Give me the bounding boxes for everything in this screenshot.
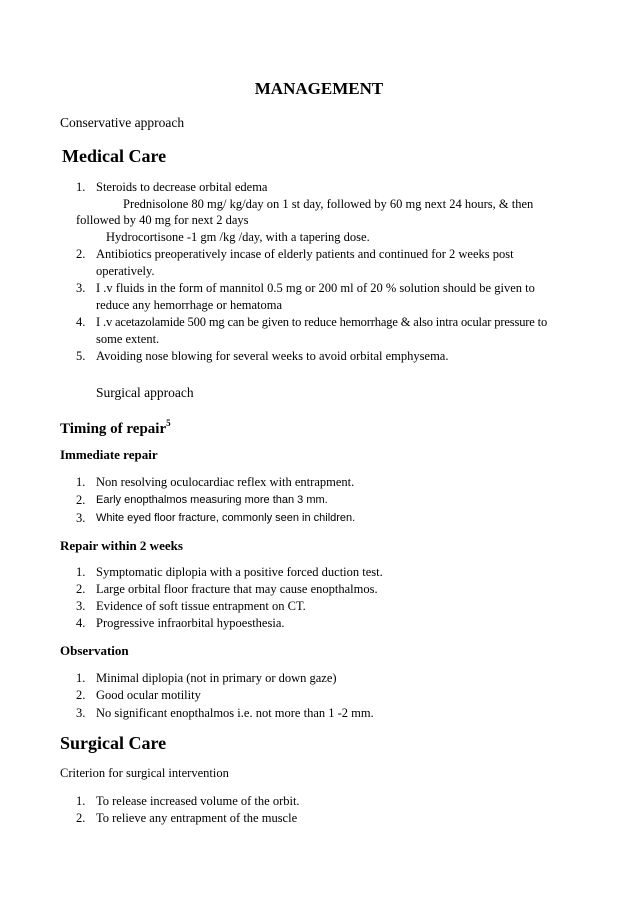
surgical-care-heading: Surgical Care bbox=[60, 733, 167, 753]
observation-heading: Observation bbox=[60, 643, 129, 658]
medical-care-heading: Medical Care bbox=[62, 146, 167, 166]
page-title: MANAGEMENT bbox=[254, 79, 384, 98]
document-page: MANAGEMENT Conservative approach Medical Care 1. Steroids to decrease orbital edema Prednisolone 80 mg/ kg/day on 1 st day, followed by 60 mg next 24 hours, & then followed by 40 mg for next 2 days Hydrocortisone -1 gm /kg /day, with a tapering dose. 2. Antibiotics preoperatively incase of elderly patients and continued for 2 weeks post operatively. 3. I .v fluids in the form of mannitol 0.5 mg or 200 ml of 20 % solution should be given to reduce any hemorrhage or hematoma 4. I .v acetazolamide 500 mg can be given to reduce hemorrhage & also intra ocular pressure to some extent. 5. Avoiding nose blowing for several weeks to avoid orbital emphysema. Surgical approach Timing of repair$^5$ Immediate repair 1. Non resolving oculocardiac reflex with entrapment. 2. Early enopthalmos measuring more than 3 mm. 3. White eyed floor fracture, commonly seen in children. Repair within 2 weeks 1. Symptomatic diplopia with a positive forced duction test. 2. Large orbital floor fracture that may cause enopthalmos. 3. Evidence of soft tissue entrapment on CT. 4. Progressive infraorbital hypoesthesia. Observation 1. Minimal diplopia (not in primary or down gaze) 2. Good ocular motility 3. No significant enopthalmos i.e. not more than 1 -2 mm. Surgical Care Criterion for surgical intervention 1. To release increased volume of the orbit. 2. To relieve any entrapment of the muscle bbox=[0, 0, 638, 903]
list-item-continuation: reduce any hemorrhage or hematoma bbox=[96, 298, 283, 312]
criterion-label: Criterion for surgical intervention bbox=[60, 766, 229, 780]
dosage-line: followed by 40 mg for next 2 days bbox=[76, 213, 249, 227]
dosage-line: Hydrocortisone -1 gm /kg /day, with a tapering dose. bbox=[106, 230, 370, 244]
immediate-repair-heading: Immediate repair bbox=[60, 447, 158, 462]
footnote-ref: 5 bbox=[166, 418, 171, 428]
list-item-continuation: some extent. bbox=[96, 332, 160, 346]
timing-of-repair-heading: Timing of repair$^5$ bbox=[60, 418, 171, 437]
list-item-continuation: operatively. bbox=[96, 264, 155, 278]
conservative-approach-label: Conservative approach bbox=[60, 115, 185, 130]
dosage-line: Prednisolone 80 mg/ kg/day on 1 st day, followed by 60 mg next 24 hours, & then bbox=[123, 197, 534, 211]
repair-within-2-weeks-heading: Repair within 2 weeks bbox=[60, 538, 183, 553]
surgical-approach-label: Surgical approach bbox=[96, 385, 194, 400]
